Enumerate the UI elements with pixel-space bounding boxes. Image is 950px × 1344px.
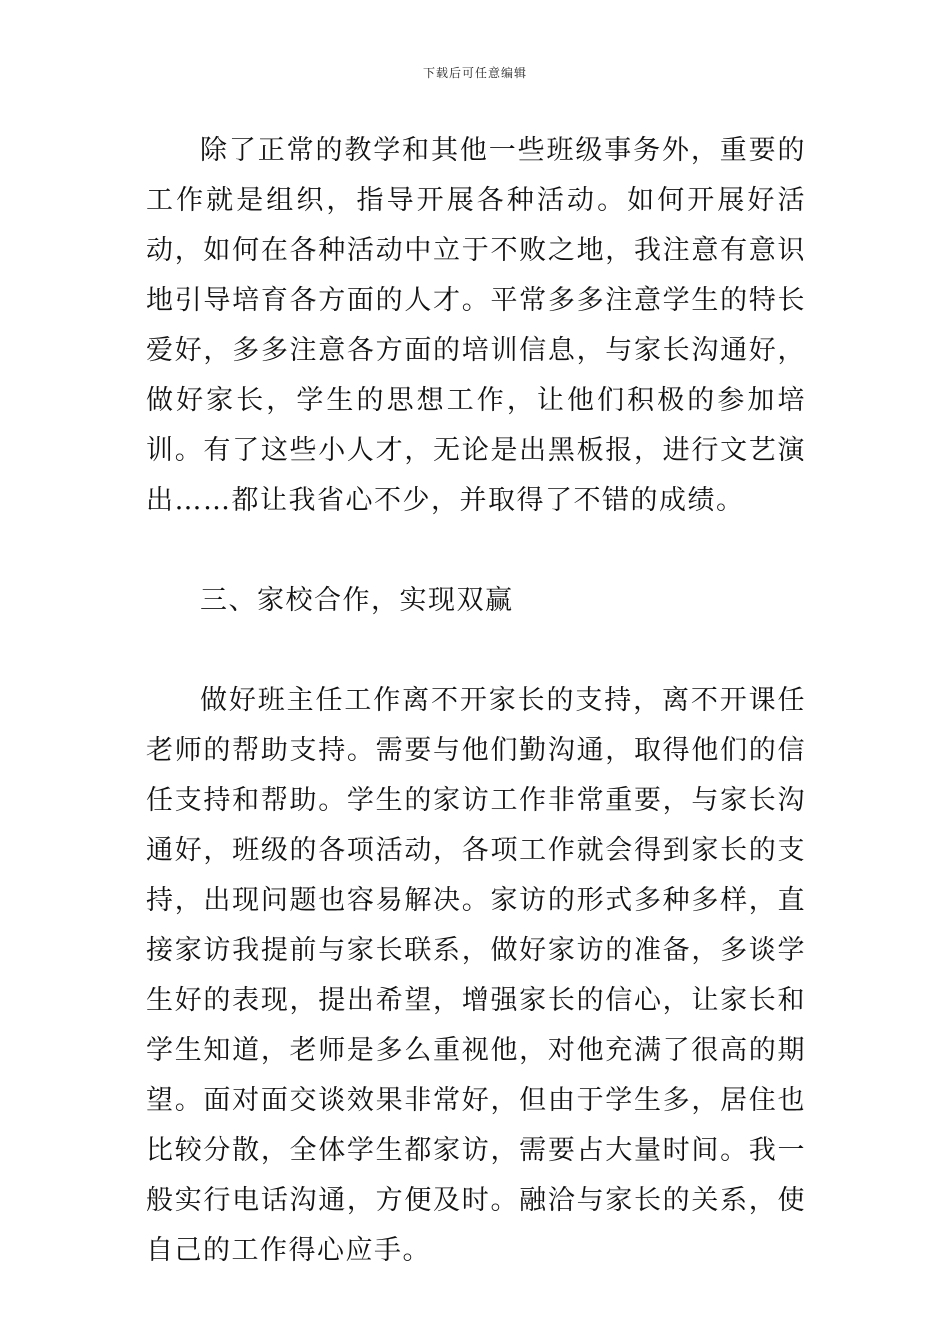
paragraph-home-school: 做好班主任工作离不开家长的支持，离不开课任老师的帮助支持。需要与他们勤沟通，取得他们的信任支持和帮助。学生的家访工作非常重要，与家长沟通好，班级的各项活动，各项工作就会得到家长的支持，出现问题也容易解决。家访的形式多种多样，直接家访我提前与家长联系，做好家访的准备，多谈学生好的表现，提出希望，增强家长的信心，让家长和学生知道，老师是多么重视他，对他充满了很高的期望。面对面交谈效果非常好，但由于学生多，居住也比较分散，全体学生都家访，需要占大量时间。我一般实行电话沟通，方便及时。融洽与家长的关系，使自己的工作得心应手。 <box>146 685 806 1266</box>
section-heading: 三、家校合作，实现双赢 <box>200 585 514 616</box>
spacer <box>146 626 806 676</box>
page-header: 下载后可任意编辑 <box>422 66 527 80</box>
document-body <box>146 126 806 1276</box>
paragraph-activities: 除了正常的教学和其他一些班级事务外，重要的工作就是组织，指导开展各种活动。如何开展好活动，如何在各种活动中立于不败之地，我注意有意识地引导培育各方面的人才。平常多多注意学生的特长爱好，多多注意各方面的培训信息，与家长沟通好，做好家长，学生的思想工作，让他们积极的参加培训。有了这些小人才，无论是出黑板报，进行文艺演出……都让我省心不少，并取得了不错的成绩。 <box>146 135 806 516</box>
spacer <box>146 526 806 576</box>
